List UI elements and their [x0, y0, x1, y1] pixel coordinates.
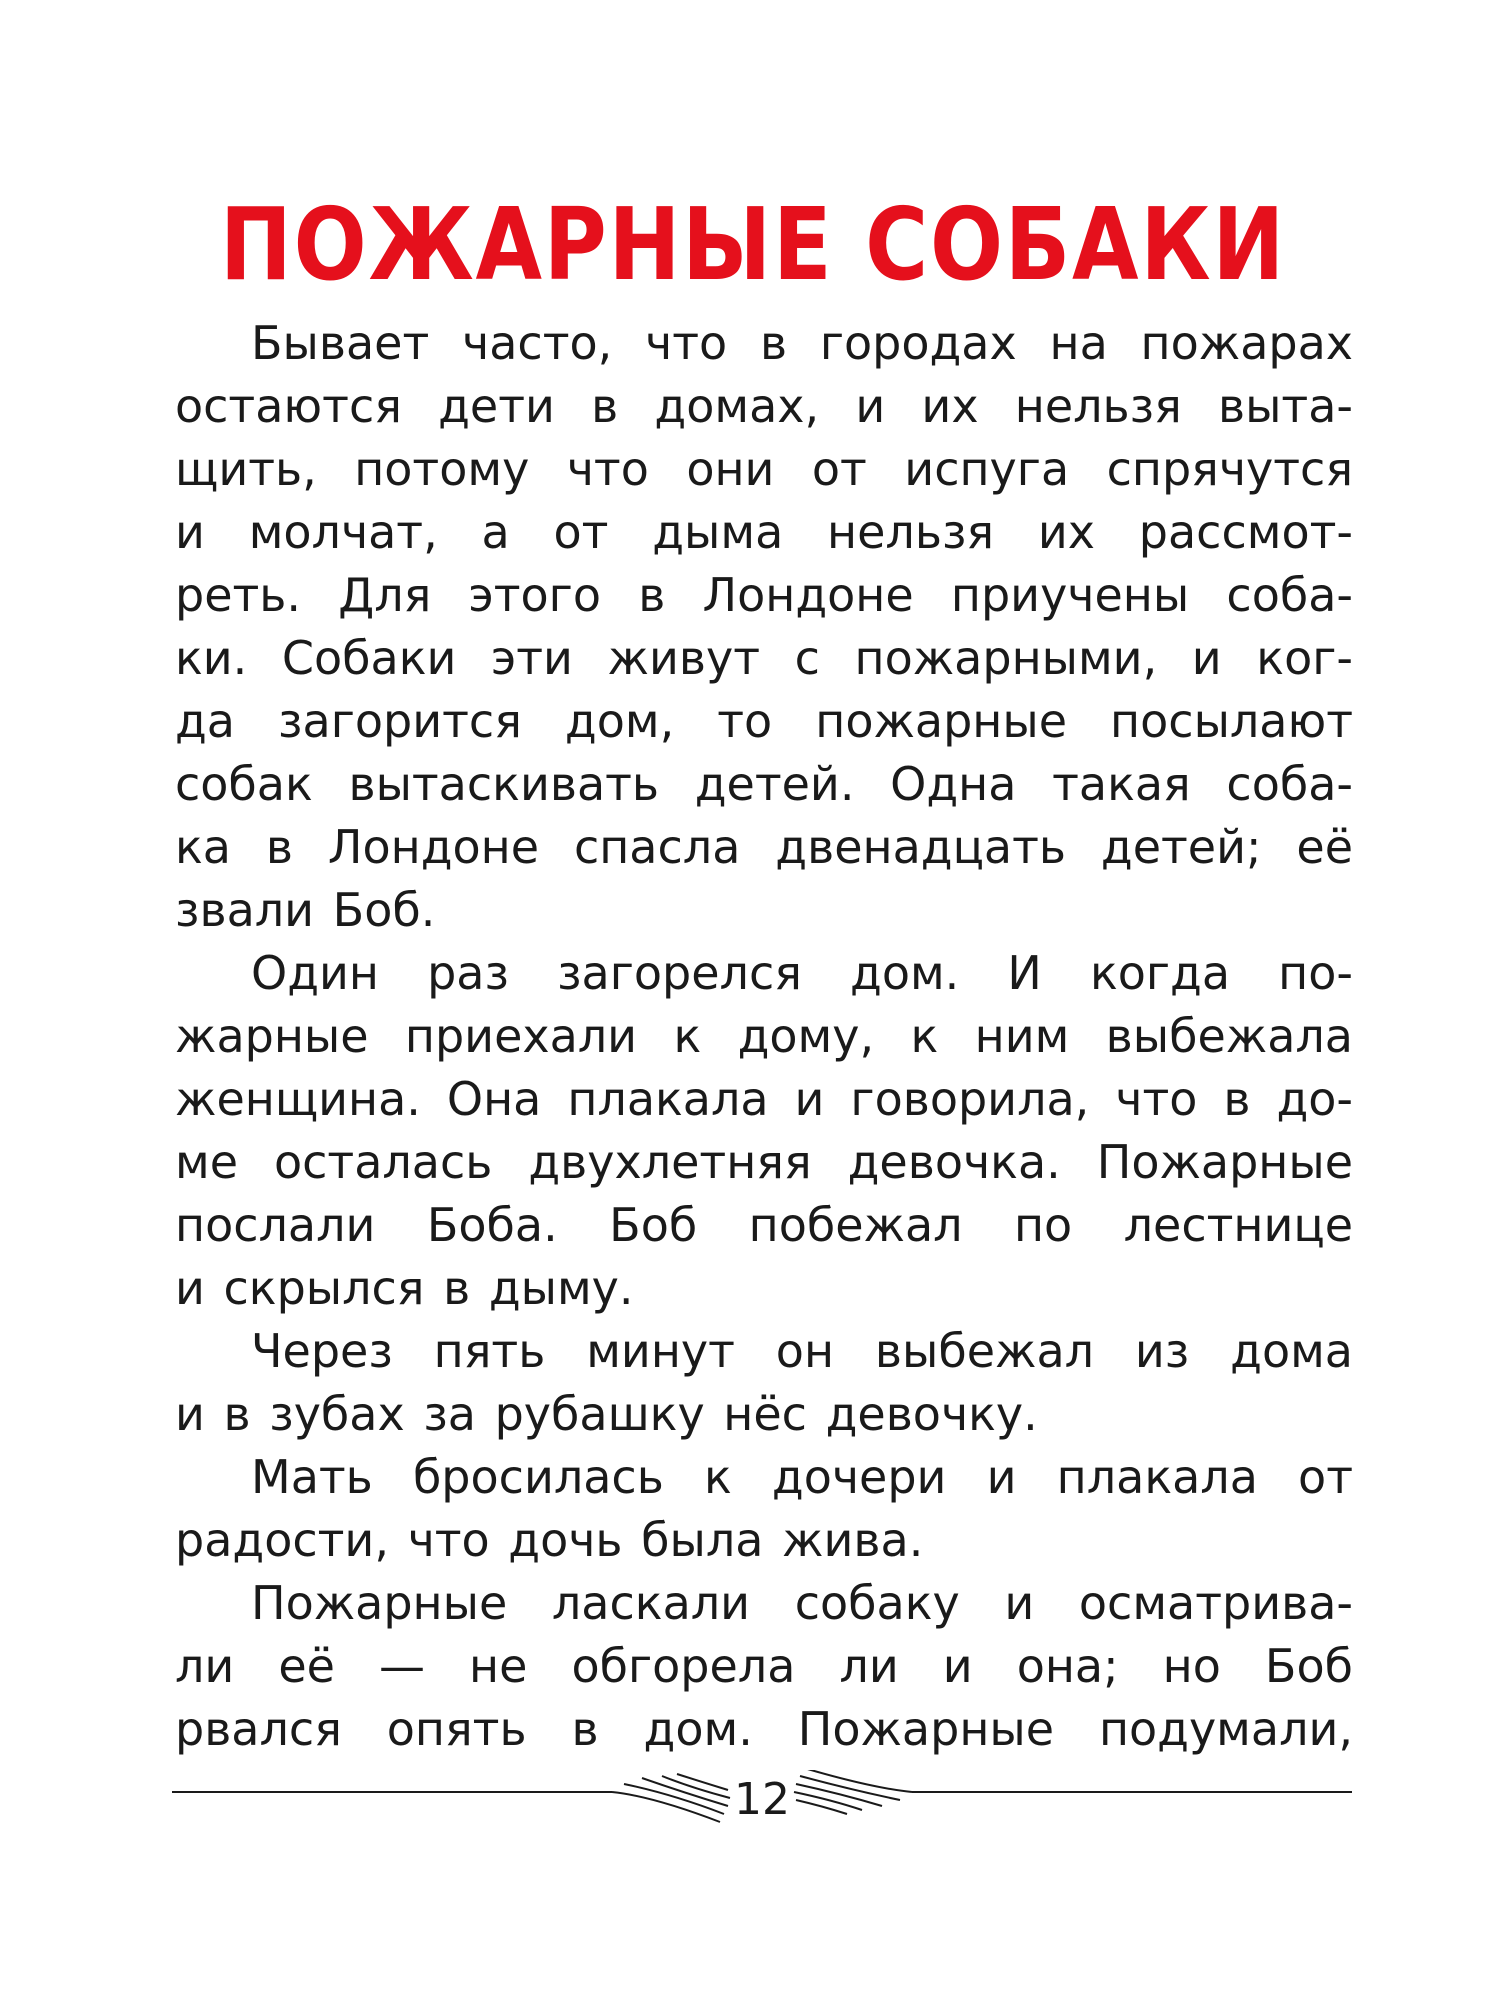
text-line: и в зубах за рубашку нёс девочку. — [175, 1387, 1038, 1441]
text-line: ка в Лондоне спасла двенадцать детей; её — [175, 820, 1353, 874]
text-line: собак вытаскивать детей. Одна такая соба- — [175, 757, 1353, 811]
text-line: рвался опять в дом. Пожарные подумали, — [175, 1702, 1353, 1756]
text-line: жарные приехали к дому, к ним выбежала — [175, 1009, 1353, 1063]
text-line: звали Боб. — [175, 883, 436, 937]
text-line: Пожарные ласкали собаку и осматрива- — [251, 1576, 1353, 1630]
story-text — [175, 312, 1353, 1761]
text-line: ме осталась двухлетняя девочка. Пожарные — [175, 1135, 1353, 1189]
text-line: Через пять минут он выбежал из дома — [251, 1324, 1353, 1378]
text-line: женщина. Она плакала и говорила, что в до- — [175, 1072, 1353, 1126]
text-line: щить, потому что они от испуга спрячутся — [175, 442, 1353, 496]
page-footer — [172, 1770, 1352, 1830]
text-line: Мать бросилась к дочери и плакала от — [251, 1450, 1353, 1504]
text-line: ки. Собаки эти живут с пожарными, и ког- — [175, 631, 1353, 685]
text-line: реть. Для этого в Лондоне приучены соба- — [175, 568, 1353, 622]
page-number: 12 — [734, 1774, 790, 1825]
text-line: радости, что дочь была жива. — [175, 1513, 924, 1567]
text-line: и молчат, а от дыма нельзя их рассмот- — [175, 505, 1353, 559]
text-line: остаются дети в домах, и их нельзя выта- — [175, 379, 1353, 433]
text-line: послали Боба. Боб побежал по лестнице — [175, 1198, 1353, 1252]
text-line: Один раз загорелся дом. И когда по- — [251, 946, 1353, 1000]
page-title: ПОЖАРНЫЕ СОБАКИ — [219, 186, 1287, 303]
text-line: и скрылся в дыму. — [175, 1261, 634, 1315]
text-line: ли её — не обгорела ли и она; но Боб — [175, 1639, 1353, 1693]
text-line: да загорится дом, то пожарные посылают — [175, 694, 1353, 748]
text-line: Бывает часто, что в городах на пожарах — [251, 316, 1353, 370]
